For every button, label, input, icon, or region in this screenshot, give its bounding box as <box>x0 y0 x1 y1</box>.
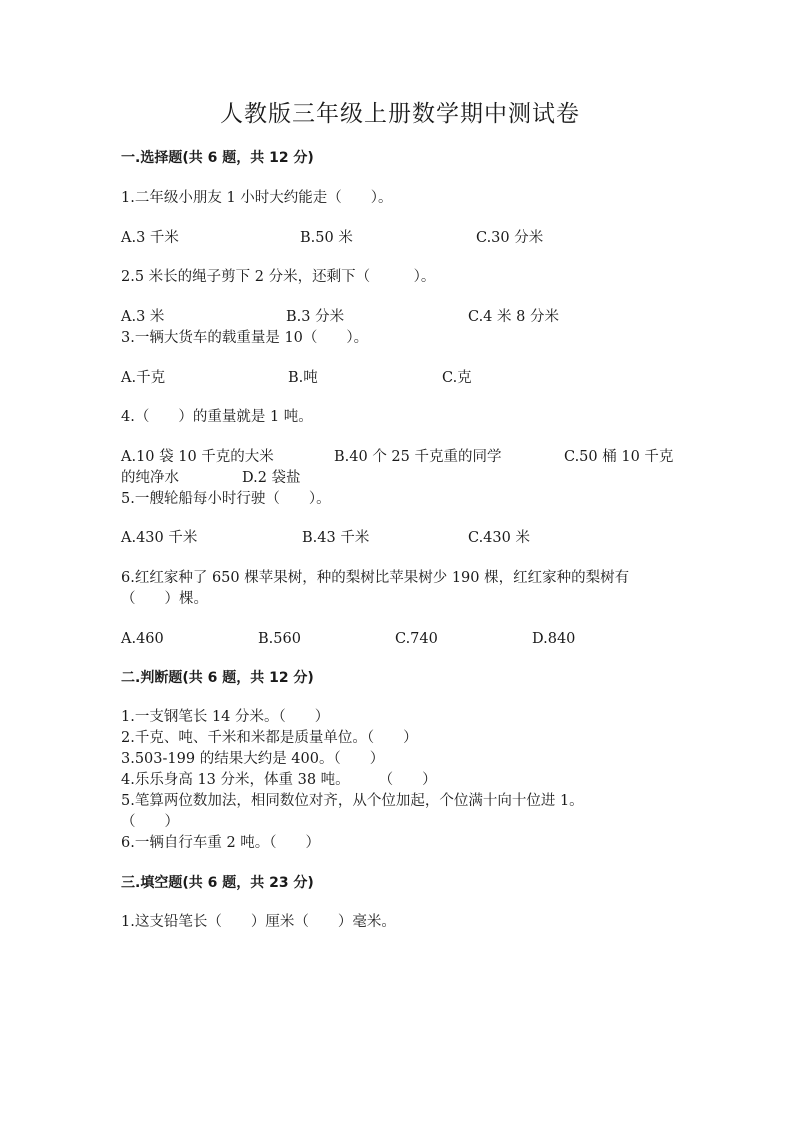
judge-item-5: 5.笔算两位数加法，相同数位对齐，从个位加起，个位满十向十位进 1。 <box>121 793 584 809</box>
q2-option-b: B.3 分米 <box>286 309 345 325</box>
section-heading-fill: 三.填空题(共 6 题，共 23 分) <box>121 875 314 891</box>
question-1-stem: 1.二年级小朋友 1 小时大约能走（ ）。 <box>121 190 393 206</box>
fill-question-1: 1.这支铅笔长（ ）厘米（ ）毫米。 <box>121 914 396 930</box>
q5-option-c: C.430 米 <box>468 530 530 546</box>
q3-option-a: A.千克 <box>121 370 166 386</box>
q6-option-b: B.560 <box>258 631 301 647</box>
question-4-stem: 4.（ ）的重量就是 1 吨。 <box>121 409 313 425</box>
q4-option-a: A.10 袋 10 千克的大米 <box>121 449 274 465</box>
question-2-stem: 2.5 米长的绳子剪下 2 分米，还剩下（ ）。 <box>121 269 436 285</box>
q5-option-b: B.43 千米 <box>302 530 370 546</box>
q3-option-c: C.克 <box>442 370 472 386</box>
q6-option-d: D.840 <box>532 631 576 647</box>
q4-option-d: D.2 袋盐 <box>242 470 301 486</box>
judge-item-5-bracket: （ ） <box>121 814 179 830</box>
judge-item-3: 3.503-199 的结果大约是 400。（ ） <box>121 751 385 767</box>
q1-option-c: C.30 分米 <box>476 230 544 246</box>
judge-item-2: 2.千克、吨、千米和米都是质量单位。（ ） <box>121 730 418 746</box>
question-5-stem: 5.一艘轮船每小时行驶（ ）。 <box>121 491 331 507</box>
section-heading-judge: 二.判断题(共 6 题，共 12 分) <box>121 670 314 686</box>
q6-option-a: A.460 <box>121 631 164 647</box>
q6-option-c: C.740 <box>395 631 438 647</box>
question-6-stem-line2: （ ）棵。 <box>121 591 208 607</box>
q1-option-a: A.3 千米 <box>121 230 179 246</box>
judge-item-6: 6.一辆自行车重 2 吨。（ ） <box>121 835 321 851</box>
q2-option-c: C.4 米 8 分米 <box>468 309 559 325</box>
section-heading-choice: 一.选择题(共 6 题，共 12 分) <box>121 150 314 166</box>
q3-option-b: B.吨 <box>288 370 318 386</box>
q4-option-b: B.40 个 25 千克重的同学 <box>334 449 502 465</box>
q2-option-a: A.3 米 <box>121 309 165 325</box>
q1-option-b: B.50 米 <box>300 230 353 246</box>
question-6-stem-line1: 6.红红家种了 650 棵苹果树，种的梨树比苹果树少 190 棵，红红家种的梨树有 <box>121 570 630 586</box>
question-3-stem: 3.一辆大货车的载重量是 10（ ）。 <box>121 330 369 346</box>
judge-item-1: 1.一支钢笔长 14 分米。（ ） <box>121 709 330 725</box>
page-title: 人教版三年级上册数学期中测试卷 <box>220 101 580 127</box>
judge-item-4: 4.乐乐身高 13 分米，体重 38 吨。 （ ） <box>121 772 437 788</box>
q5-option-a: A.430 千米 <box>121 530 198 546</box>
q4-option-c: C.50 桶 10 千克 <box>564 449 674 465</box>
q4-option-c-continued: 的纯净水 <box>121 470 179 486</box>
